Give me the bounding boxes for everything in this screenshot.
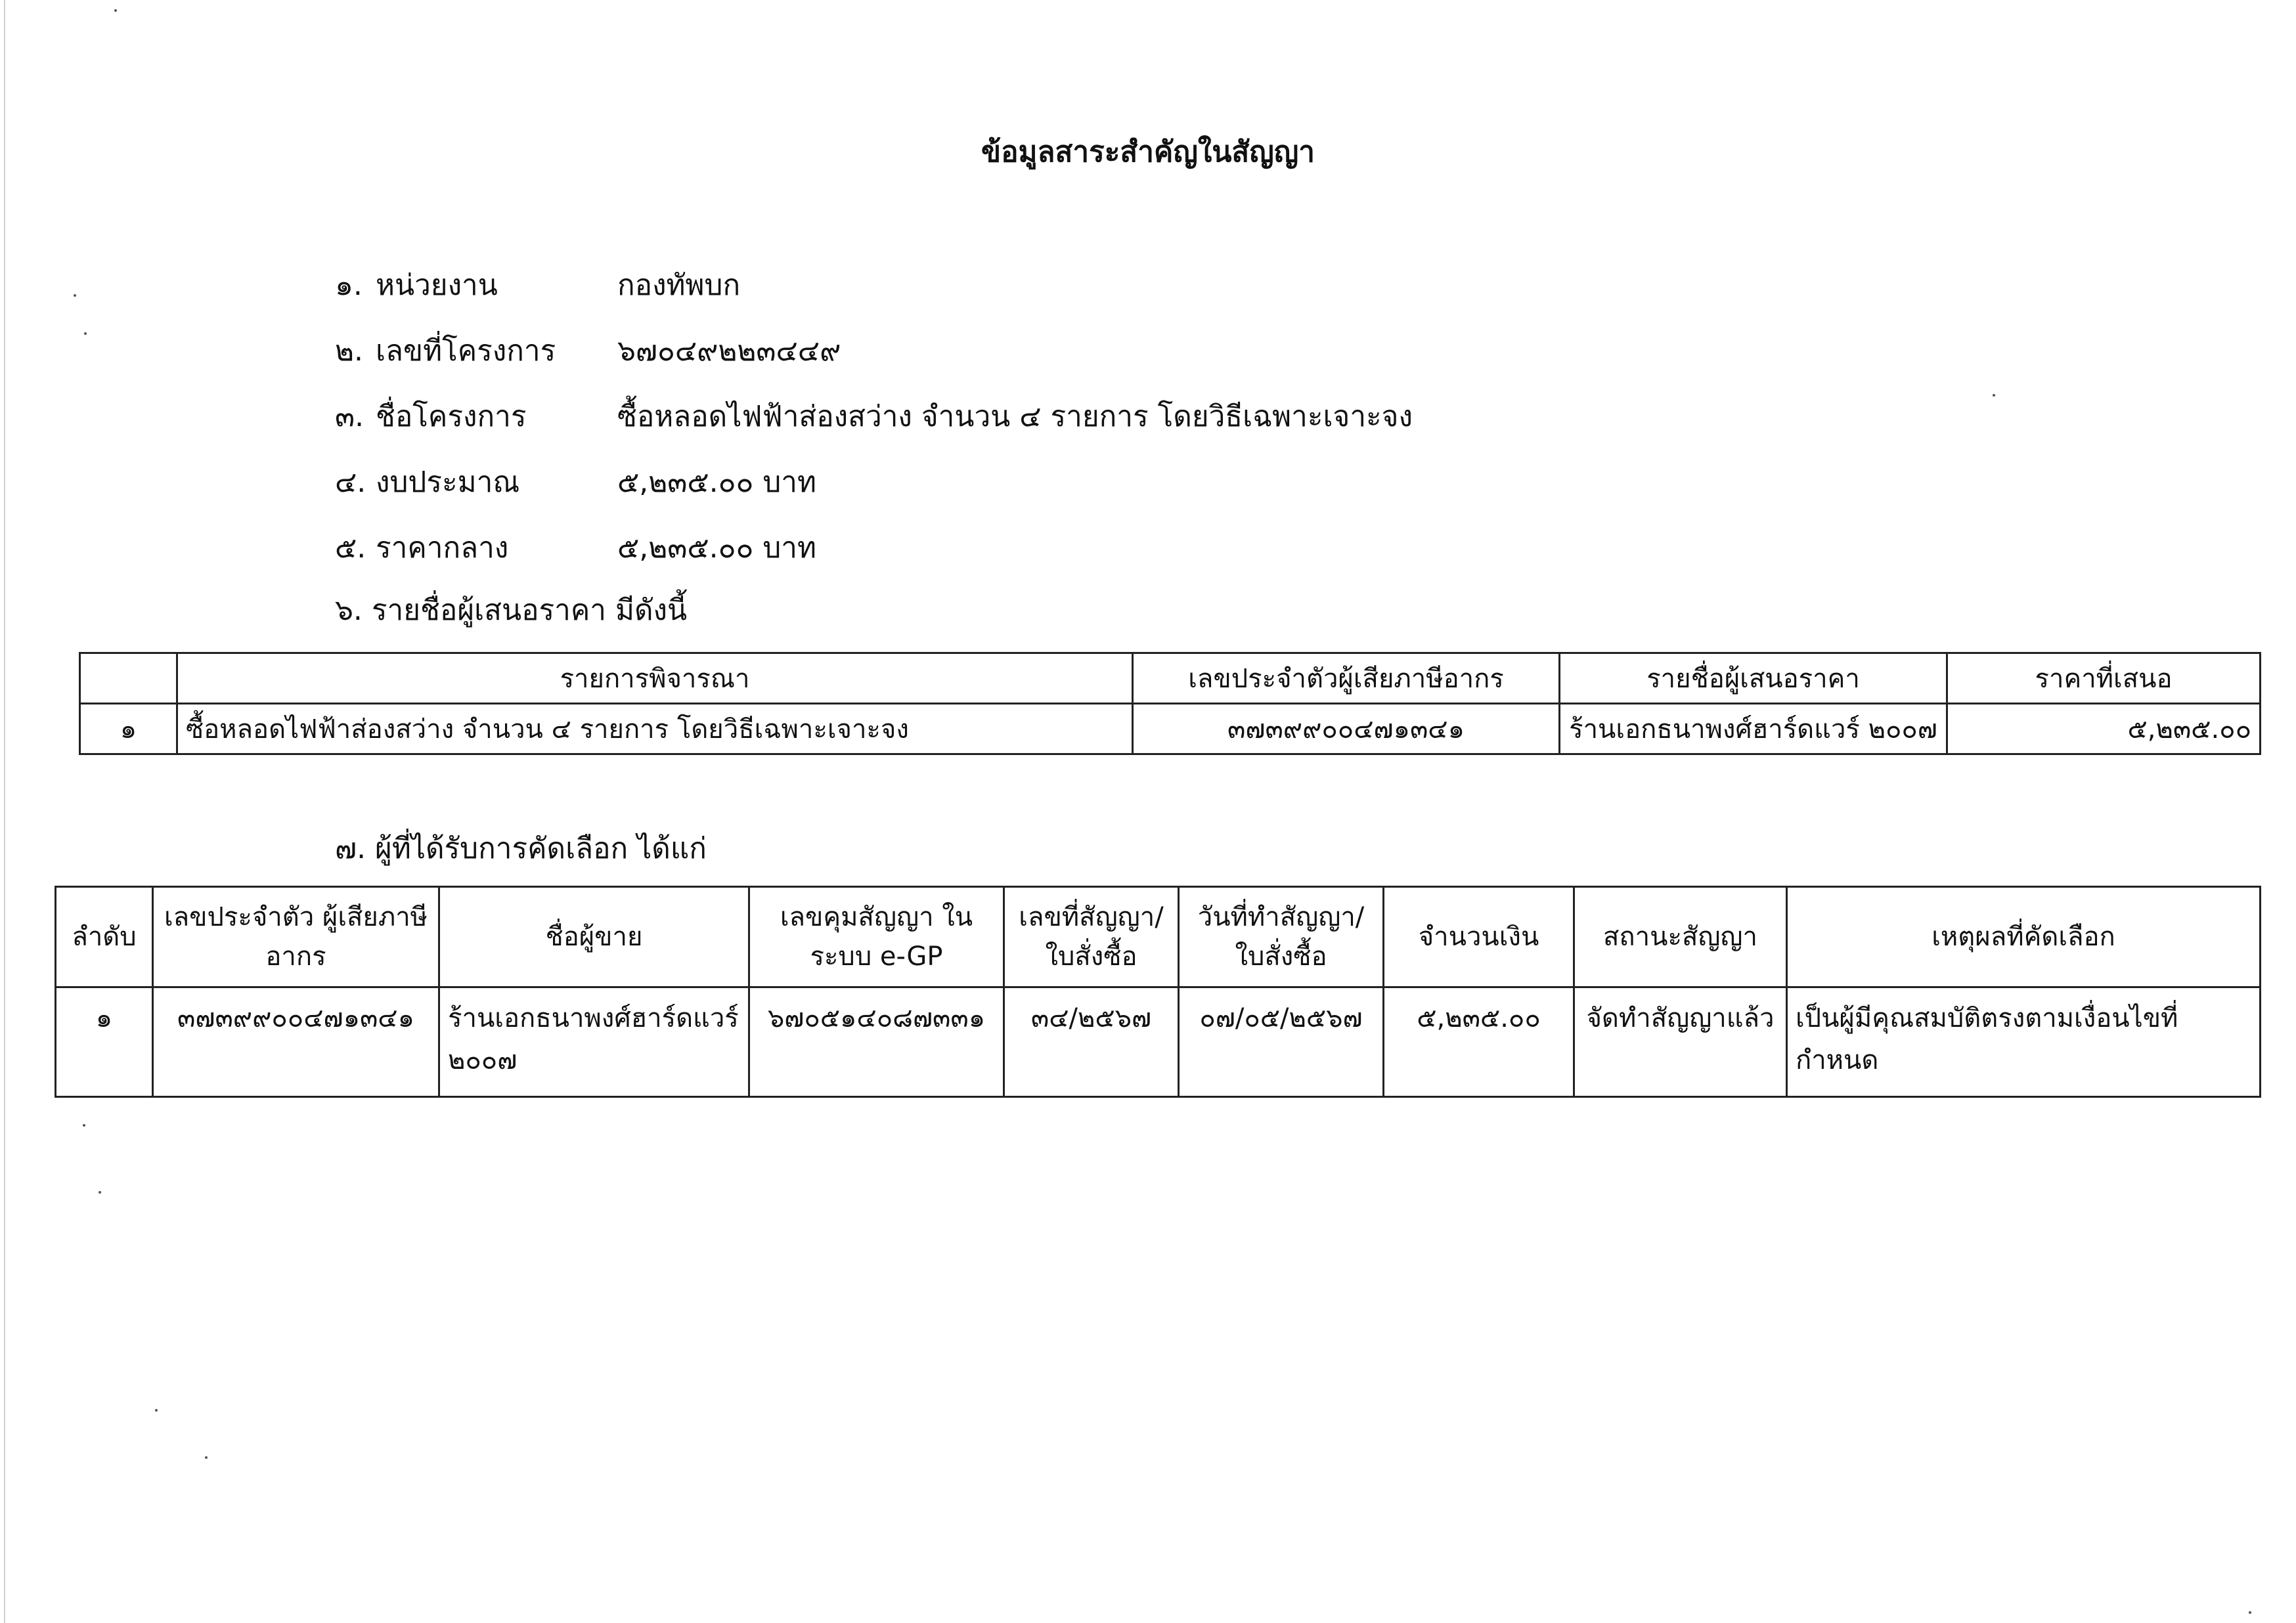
info-row-budget [335, 460, 816, 506]
table-cell: ๖๗๐๕๑๔๐๘๗๓๓๑ [749, 987, 1004, 1097]
info-value: ๕,๒๓๕.๐๐ บาท [617, 465, 816, 499]
scan-speck [1993, 394, 1995, 397]
info-number: ๕. [335, 531, 366, 565]
info-label: หน่วยงาน [376, 269, 498, 302]
info-number: ๒. [335, 334, 363, 368]
info-label: เลขที่โครงการ [376, 334, 556, 368]
table-cell: เป็นผู้มีคุณสมบัติตรงตามเงื่อนไขที่ กำหนด [1787, 987, 2261, 1097]
bidders-table [79, 652, 2261, 755]
table-row [56, 987, 2261, 1097]
bidders-heading: ๖. รายชื่อผู้เสนอราคา มีดังนี้ [335, 594, 688, 627]
info-row-project-number [335, 328, 841, 374]
info-label: ชื่อโครงการ [376, 400, 527, 433]
table-cell: ๓๔/๒๕๖๗ [1004, 987, 1179, 1097]
table-header-cell: เหตุผลที่คัดเลือก [1787, 887, 2261, 987]
table-header-cell: ชื่อผู้ขาย [439, 887, 749, 987]
table-cell: ๓๗๓๙๙๐๐๔๗๑๓๔๑ [1133, 704, 1560, 754]
table-cell: ร้านเอกธนาพงศ์ฮาร์ดแวร์ ๒๐๐๗ [439, 987, 749, 1097]
table-header-cell: รายการพิจารณา [177, 653, 1133, 704]
scan-speck [99, 1191, 101, 1194]
table-cell: ๕,๒๓๕.๐๐ [1384, 987, 1574, 1097]
info-value: ๖๗๐๔๙๒๒๓๔๔๙ [617, 334, 841, 368]
table-header-cell: สถานะสัญญา [1574, 887, 1787, 987]
selected-heading: ๗. ผู้ที่ได้รับการคัดเลือก ได้แก่ [335, 832, 707, 865]
info-label: ราคากลาง [376, 531, 509, 565]
info-value: กองทัพบก [617, 269, 741, 302]
table-header-cell: วันที่ทำสัญญา/ ใบสั่งซื้อ [1179, 887, 1384, 987]
table-header-cell: เลขประจำตัวผู้เสียภาษีอากร [1133, 653, 1560, 704]
scan-edge-line [4, 0, 5, 1623]
table-cell: ซื้อหลอดไฟฟ้าส่องสว่าง จำนวน ๔ รายการ โดยวิธีเฉพาะเจาะจง [177, 704, 1133, 754]
scan-speck [205, 1456, 208, 1459]
scan-speck [2249, 1611, 2251, 1614]
scan-speck [155, 1409, 158, 1412]
table-header-cell: เลขคุมสัญญา ในระบบ e-GP [749, 887, 1004, 987]
info-row-project-name [335, 394, 1413, 440]
info-label: งบประมาณ [376, 465, 520, 499]
table-header-cell: จำนวนเงิน [1384, 887, 1574, 987]
scan-speck [83, 1124, 85, 1127]
info-row-median-price [335, 525, 816, 571]
table-header-cell: ลำดับ [56, 887, 153, 987]
table-cell: ร้านเอกธนาพงศ์ฮาร์ดแวร์ ๒๐๐๗ [1560, 704, 1947, 754]
info-row-agency [335, 263, 741, 309]
table-cell: ๑ [80, 704, 177, 754]
document-title: ข้อมูลสาระสำคัญในสัญญา [981, 135, 1315, 169]
scan-speck [84, 332, 87, 335]
table-header-row [80, 653, 2261, 704]
table-header-row [56, 887, 2261, 987]
table-cell: ๓๗๓๙๙๐๐๔๗๑๓๔๑ [153, 987, 439, 1097]
table-header-cell: รายชื่อผู้เสนอราคา [1560, 653, 1947, 704]
info-value: ๕,๒๓๕.๐๐ บาท [617, 531, 816, 565]
info-number: ๔. [335, 465, 366, 499]
table-row [80, 704, 2261, 754]
table-header-cell: เลขที่สัญญา/ ใบสั่งซื้อ [1004, 887, 1179, 987]
table-cell: จัดทำสัญญาแล้ว [1574, 987, 1787, 1097]
table-header-cell [80, 653, 177, 704]
scan-speck [114, 9, 117, 12]
table-header-cell: เลขประจำตัว ผู้เสียภาษีอากร [153, 887, 439, 987]
selected-table [55, 886, 2261, 1098]
table-cell: ๑ [56, 987, 153, 1097]
info-value: ซื้อหลอดไฟฟ้าส่องสว่าง จำนวน ๔ รายการ โดยวิธีเฉพาะเจาะจง [617, 400, 1413, 433]
table-cell: ๐๗/๐๕/๒๕๖๗ [1179, 987, 1384, 1097]
table-header-cell: ราคาที่เสนอ [1947, 653, 2261, 704]
info-number: ๓. [335, 400, 364, 433]
table-cell: ๕,๒๓๕.๐๐ [1947, 704, 2261, 754]
scan-speck [74, 294, 76, 297]
info-number: ๑. [335, 269, 363, 302]
